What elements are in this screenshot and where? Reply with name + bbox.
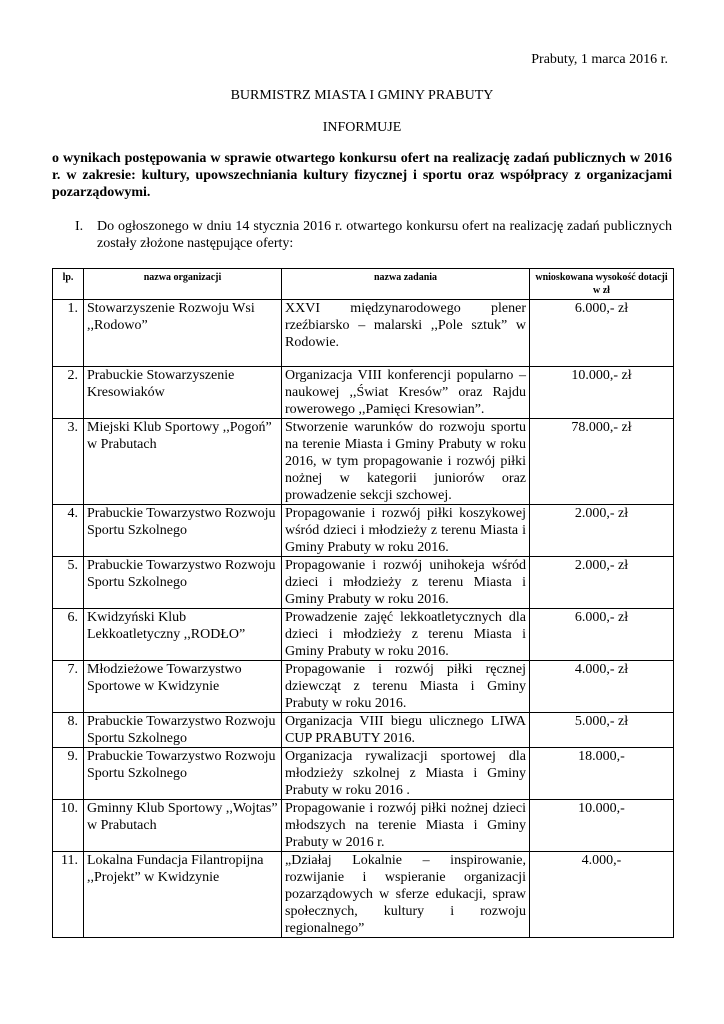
subject-paragraph: o wynikach postępowania w sprawie otwartego konkursu ofert na realizację zadań publicznych w 2016 r. w zakresie: kultury, upowszechniania kultury fizycznej i sportu oraz współpracy z organizacjami pozarządowymi. [52,151,672,200]
table-row [53,800,674,852]
row-org: Prabuckie Stowarzyszenie Kresowiaków [84,367,282,419]
row-task: XXVI międzynarodowego plener rzeźbiarsko – malarski ,,Pole sztuk” w Rodowie. [282,300,530,367]
row-amount: 2.000,- zł [530,505,674,557]
row-org: Miejski Klub Sportowy ,,Pogoń” w Prabutach [84,419,282,505]
row-org: Prabuckie Towarzystwo Rozwoju Sportu Szkolnego [84,557,282,609]
intro-text: Do ogłoszonego w dniu 14 stycznia 2016 r. otwartego konkursu ofert na realizację zadań publicznych zostały złożone następujące oferty: [97,219,672,251]
row-org: Prabuckie Towarzystwo Rozwoju Sportu Szkolnego [84,505,282,557]
row-org: Młodzieżowe Towarzystwo Sportowe w Kwidzynie [84,661,282,713]
row-task: Prowadzenie zajęć lekkoatletycznych dla dzieci i młodzieży z terenu Miasta i Gminy Prabuty w roku 2016. [282,609,530,661]
table-row [53,419,674,505]
row-org: Lokalna Fundacja Filantropijna ,,Projekt” w Kwidzynie [84,852,282,938]
row-amount: 10.000,- zł [530,367,674,419]
row-lp: 5. [53,557,84,609]
header-task: nazwa zadania [282,269,530,300]
table-row [53,367,674,419]
row-task: Propagowanie i rozwój piłki ręcznej dziewcząt z terenu Miasta i Gminy Prabuty w roku 2016. [282,661,530,713]
row-lp: 9. [53,748,84,800]
header-lp: lp. [53,269,84,300]
row-lp: 3. [53,419,84,505]
table-row [53,609,674,661]
row-lp: 7. [53,661,84,713]
row-task: Organizacja rywalizacji sportowej dla młodzieży szkolnej z Miasta i Gminy Prabuty w roku 2016 . [282,748,530,800]
row-org: Prabuckie Towarzystwo Rozwoju Sportu Szkolnego [84,713,282,748]
row-lp: 2. [53,367,84,419]
row-lp: 1. [53,300,84,367]
row-amount: 5.000,- zł [530,713,674,748]
table-row [53,713,674,748]
table-row [53,300,674,367]
row-amount: 18.000,- [530,748,674,800]
table-row [53,557,674,609]
offers-table [52,268,674,938]
row-amount: 4.000,- zł [530,661,674,713]
row-amount: 6.000,- zł [530,300,674,367]
row-amount: 6.000,- zł [530,609,674,661]
table-row [53,748,674,800]
row-lp: 6. [53,609,84,661]
row-task: Propagowanie i rozwój unihokeja wśród dzieci i młodzieży z terenu Miasta i Gminy Prabuty w roku 2016. [282,557,530,609]
row-task: „Działaj Lokalnie – inspirowanie, rozwijanie i wspieranie organizacji pozarządowych w sferze edukacji, spraw społecznych, kultury i rozwoju regionalnego” [282,852,530,938]
header-amount: wnioskowana wysokość dotacji w zł [530,269,674,300]
row-org: Stowarzyszenie Rozwoju Wsi ,,Rodowo” [84,300,282,367]
row-task: Propagowanie i rozwój piłki koszykowej wśród dzieci i młodzieży z terenu Miasta i Gminy Prabuty w roku 2016. [282,505,530,557]
row-task: Stworzenie warunków do rozwoju sportu na terenie Miasta i Gminy Prabuty w roku 2016, w tym propagowanie i rozwój piłki nożnej w kategorii juniorów oraz prowadzenie sekcji szchowej. [282,419,530,505]
row-amount: 78.000,- zł [530,419,674,505]
header-org: nazwa organizacji [84,269,282,300]
row-org: Gminny Klub Sportowy ,,Wojtas” w Prabutach [84,800,282,852]
table-row [53,852,674,938]
row-org: Kwidzyński Klub Lekkoatletyczny ,,RODŁO” [84,609,282,661]
table-row [53,505,674,557]
table-row [53,661,674,713]
authority-heading: BURMISTRZ MIASTA I GMINY PRABUTY [230,88,494,103]
intro-number: I. [75,219,84,234]
intro-paragraph [75,218,672,252]
row-amount: 10.000,- [530,800,674,852]
row-lp: 8. [53,713,84,748]
row-task: Propagowanie i rozwój piłki nożnej dzieci młodszych na terenie Miasta i Gminy Prabuty w 2016 r. [282,800,530,852]
row-org: Prabuckie Towarzystwo Rozwoju Sportu Szkolnego [84,748,282,800]
document-date: Prabuty, 1 marca 2016 r. [531,52,668,67]
row-task: Organizacja VIII biegu ulicznego LIWA CUP PRABUTY 2016. [282,713,530,748]
row-lp: 11. [53,852,84,938]
row-lp: 4. [53,505,84,557]
row-amount: 2.000,- zł [530,557,674,609]
table-header-row [53,269,674,300]
row-lp: 10. [53,800,84,852]
informs-heading: INFORMUJE [322,120,402,135]
row-amount: 4.000,- [530,852,674,938]
row-task: Organizacja VIII konferencji popularno – naukowej ,,Świat Kresów” oraz Rajdu rowerowego ,,Pamięci Kresowian”. [282,367,530,419]
